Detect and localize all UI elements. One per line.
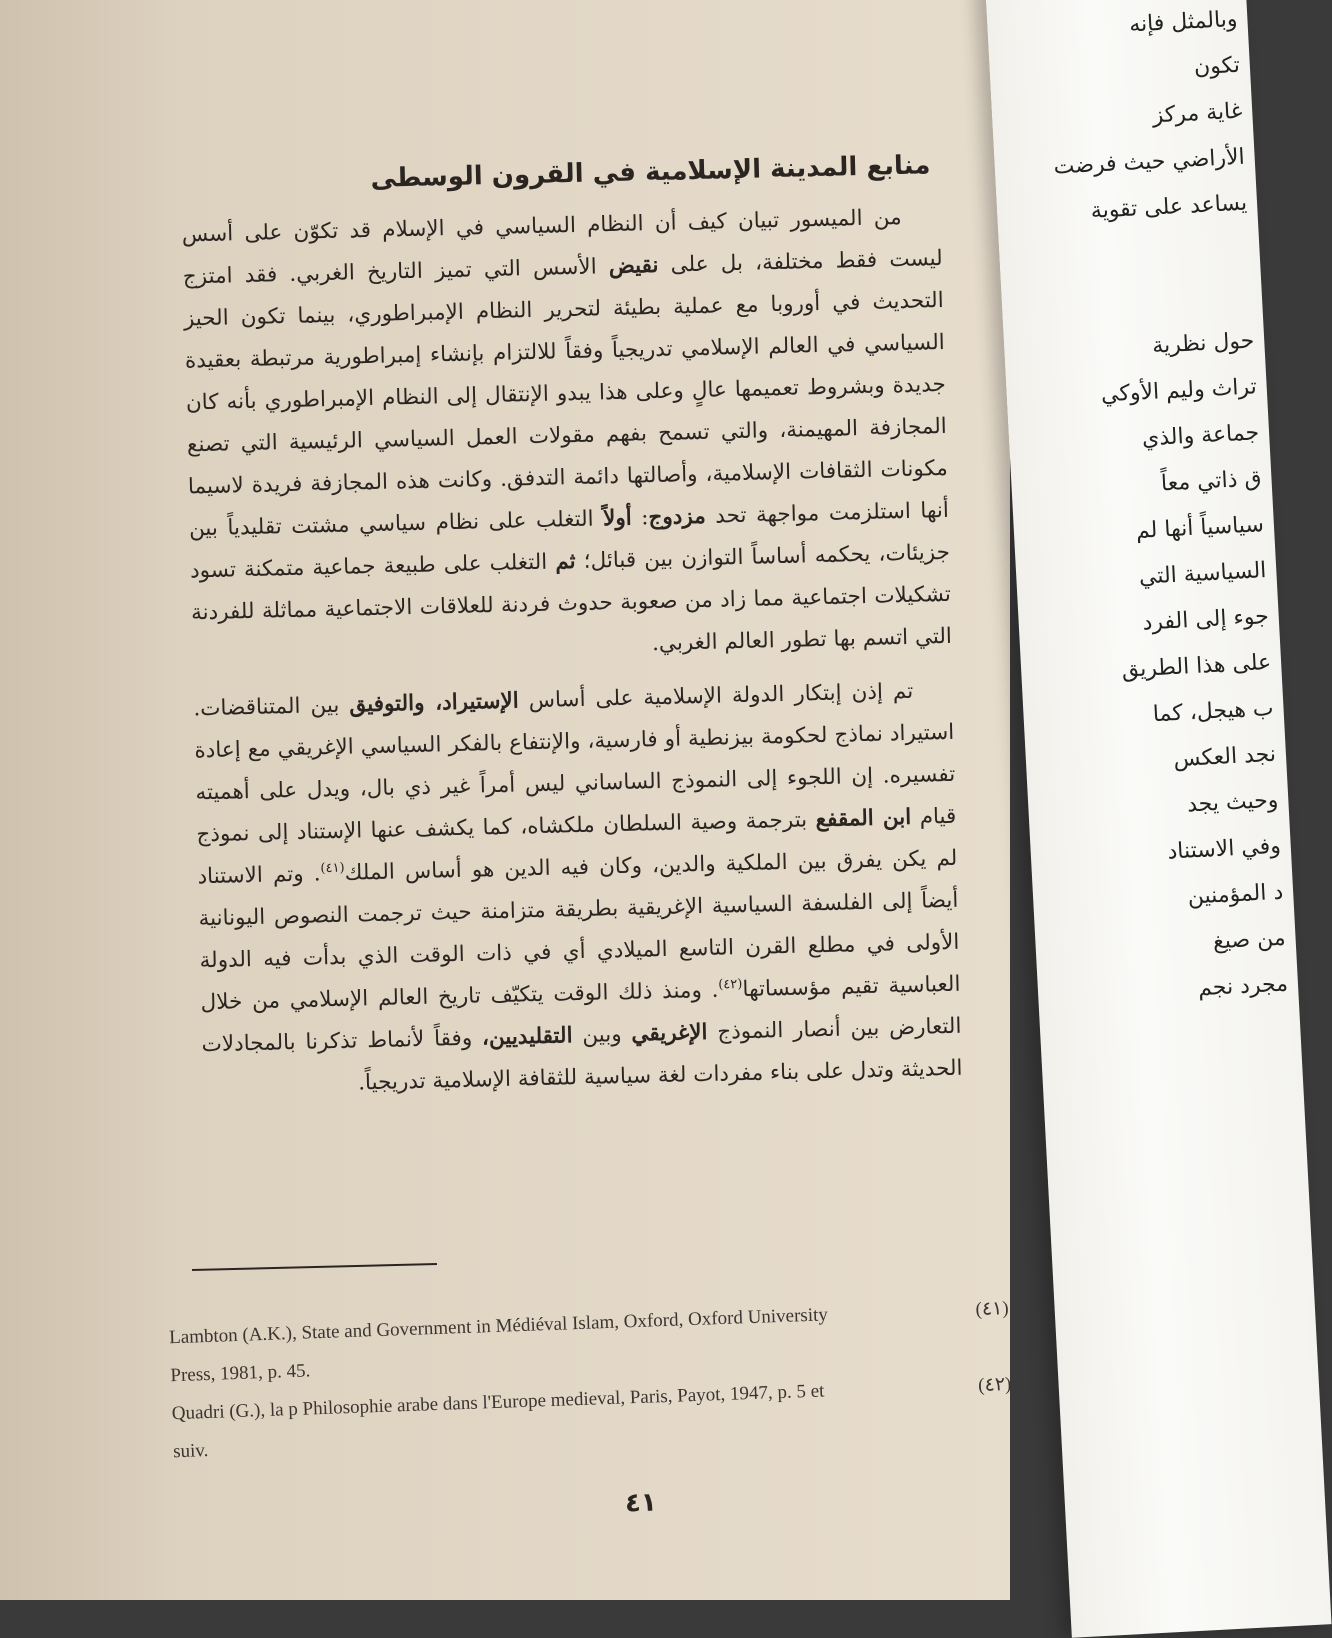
footnote-41: Lambton (A.K.), State and Government in Médiéval Islam, Oxford, Oxford University (٤١) <box>168 1297 1010 1349</box>
right-page-line: من صيغ <box>1212 925 1287 955</box>
right-page-line: د المؤمنين <box>1187 879 1284 910</box>
footnote-divider <box>192 1263 437 1271</box>
page-heading: منابع المدينة الإسلامية في القرون الوسطى <box>370 150 931 194</box>
footnote-42: Quadri (G.), la p Philosophie arabe dans l'Europe medieval, Paris, Payot, 1947, p. 5 et (٤٢) <box>171 1373 1012 1425</box>
right-page-line: تراث وليم الأوكي <box>1100 374 1258 408</box>
right-page-line: مجرد نجم <box>1197 971 1289 1002</box>
footnote-42-continued: suiv. <box>172 1440 209 1463</box>
paragraph-2: تم إذن إبتكار الدولة الإسلامية على أساس الإستيراد، والتوفيق بين المتناقضات. استيراد نماذج لحكومة بيزنطية أو فارسية، والإنتفاع بالفكر السياسي الإغريقي مع إعادة تفسيره. إن اللجوء إلى النموذج الساساني ليس أمراً غير ذي بال، ويدل على أهميته قيام ابن المقفع بترجمة وصية السلطان ملكشاه، كما يكشف عنها الإستناد إلى نموذج لم يكن يفرق بين الملكية والدين، وكان فيه الدين هو أساس الملك$^{(٤١)}$. وتم الاستناد أيضاً إلى الفلسفة السياسية الإغريقية بطريقة متزامنة حيث ترجمت النصوص اليونانية الأولى في مطلع القرن التاسع الميلادي أي في ذات الوقت الذي بدأت فيه الدولة العباسية تقيم مؤسساتها$^{(٤٢)}$. ومنذ ذلك الوقت يتكيّف تاريخ العالم الإسلامي من خلال التعارض بين أنصار النموذج الإغريقي وبين التقليديين، وفقاً لأنماط تذكرنا بالمجادلات الحديثة وتدل على بناء مفردات لغة سياسية للثقافة الإسلامية تدريجياً. <box>193 678 963 1096</box>
right-page-line: الأراضي حيث فرضت <box>1053 144 1246 180</box>
right-page-line: غاية مركز <box>1152 98 1243 129</box>
page-number: ٤١ <box>624 1487 658 1519</box>
right-page-line: ق ذاتي معاً <box>1160 466 1263 497</box>
right-page-line: السياسية التي <box>1138 558 1267 590</box>
right-page-line: ب هيجل، كما <box>1152 695 1275 728</box>
footnote-41-continued: Press, 1981, p. 45. <box>170 1360 311 1387</box>
paragraph-1: من الميسور تبيان كيف أن النظام السياسي في الإسلام قد تكوّن على أسس ليست فقط مختلفة، بل على نقيض الأسس التي تميز التاريخ الغربي. فقد امتزج التحديث في أوروبا مع عملية بطيئة لتحرير النظام الإمبراطوري، بينما تكون الحيز السياسي في العالم الإسلامي تدريجياً وفقاً للالتزام بإنشاء إمبراطورية مرتبطة بعقيدة جديدة وبشروط تعميمها عالٍ وعلى هذا يبدو الإنتقال إلى النظام الإمبراطوري بأنه كان المجازفة المهيمنة، والتي تسمح بفهم مقولات العمل السياسي الرئيسية التي تصنع مكونات الثقافات الإسلامية، وأصالتها دائمة التدفق. وكانت هذه المجازفة فريدة لاسيما أنها استلزمت مواجهة تحد مزدوج: أولاً التغلب على نظام سياسي مشتت تقليدياً بين جزيئات، يحكمه أساساً التوازن بين قبائل؛ ثم التغلب على طبيعة جماعية متمكنة تسود تشكيلات اجتماعية مما زاد من صعوبة حدوث فردنة للعلاقات الاجتماعية مماثلة للفردنة التي اتسم بها تطور العالم الغربي. <box>181 204 953 657</box>
footnote-ref-41: (٤١) <box>320 860 345 877</box>
right-page-line: سياسياً أنها لم <box>1135 512 1265 544</box>
right-page-text <box>997 0 1290 1020</box>
right-page-line: وحيث يجد <box>1186 787 1279 818</box>
right-page <box>985 0 1332 1638</box>
right-page-line: وفي الاستناد <box>1166 833 1282 865</box>
page-body <box>180 150 963 1108</box>
right-page-line: وبالمثل فإنه <box>1128 6 1239 38</box>
footnotes <box>169 1290 1014 1471</box>
right-page-line: حول نظرية <box>1151 328 1255 359</box>
right-page-line: تكون <box>1193 52 1241 81</box>
right-page-line: على هذا الطريق <box>1121 649 1272 683</box>
right-page-line: يساعد على تقوية <box>1090 190 1248 224</box>
right-page-line: نجد العكس <box>1172 741 1277 773</box>
right-page-line: جماعة والذي <box>1141 420 1260 452</box>
footnote-ref-42: (٤٢) <box>718 976 743 993</box>
right-page-line: جوء إلى الفرد <box>1141 604 1270 636</box>
